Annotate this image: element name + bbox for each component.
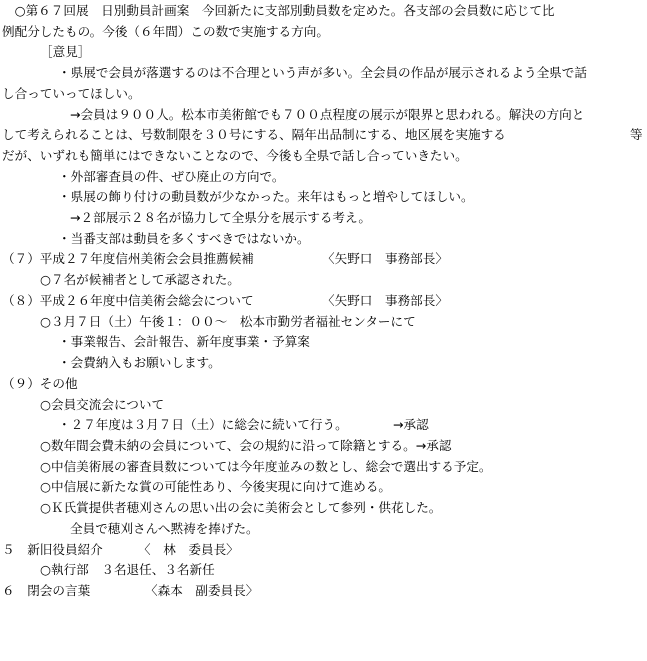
opinion-4: ・当番支部は動員を多くすべきではないか。 [58,231,310,246]
item-8-agenda: ・事業報告、会計報告、新年度事業・予算案 [58,334,310,349]
opinion-2-line [0,167,285,187]
opinion-1-cont: し合っていってほしい。 [2,86,141,101]
item-9-unpaid: ○数年間会費未納の会員について、会の規約に沿って除籍とする。→承認 [40,438,452,453]
item-9-silence: 全員で穂刈さんへ黙祷を捧げた。 [70,521,259,536]
opinion-3: ・県展の飾り付けの動員数が少なかった。来年はもっと増やしてほしい。 [58,189,474,204]
section-5-detail: ○執行部 ３名退任、３名新任 [40,562,215,577]
section-5-title: ５ 新旧役員紹介 [2,542,103,557]
answer-1-cont: して考えられることは、号数制限を３０号にする、隔年出品制にする、地区展を実施する [2,127,506,142]
item-9-unpaid-line [0,436,452,456]
opinion-1: ・県展で会員が落選するのは不合理という声が多い。全会員の作品が展示されるよう全県で話 [58,65,587,80]
item-8-date: ○３月７日（土）午後１：００～ 松本市勤労者福祉センターにて [40,314,416,329]
item-9-silence-line [0,519,259,539]
item-9-exchange-approval: →承認 [393,417,429,432]
item-9-exchange: ○会員交流会について [40,397,165,412]
answer-3: →２部展示２８名が協力して全県分を展示する考え。 [70,210,371,225]
item-9-judges-line [0,457,492,477]
item-9-memorial: ○Ｋ氏賞提供者穂刈さんの思い出の会に美術会として参列・供花した。 [40,500,442,515]
section-6-presenter: 〈森本 副委員長〉 [145,583,259,598]
item-8-fee-line [0,353,221,373]
opinions-label-line [0,42,91,62]
opinions-label: ［意見］ [40,44,91,59]
opinion-1-cont-line [0,84,141,104]
item-8-date-line [0,312,416,332]
answer-1-line [0,105,585,125]
section-5-presenter: 〈 林 委員長〉 [138,542,239,557]
item-8-title: （８）平成２６年度中信美術会総会について [2,293,254,308]
item-7-title: （７）平成２７年度信州美術会会員推薦候補 [2,251,254,266]
item-9-exchange-detail: ・２７年度は３月７日（土）に総会に続いて行う。 [58,417,348,432]
item-8-line [0,291,448,311]
plan-heading-cont-line [0,22,329,42]
answer-1-cont-line [0,125,643,145]
item-8-fee: ・会費納入もお願いします。 [58,355,221,370]
item-7-result: ○７名が候補者として承認された。 [40,272,240,287]
answer-1-tail: 等 [630,127,643,142]
item-9-exchange-line [0,395,165,415]
opinion-1-line [0,63,587,83]
item-9-award: ○中信展に新たな賞の可能性あり、今後実現に向けて進める。 [40,479,392,494]
opinion-3-line [0,187,474,207]
answer-1: →会員は９００人。松本市美術館でも７００点程度の展示が限界と思われる。解決の方向と [70,107,585,122]
item-8-reporter: 〈矢野口 事務部長〉 [322,293,448,308]
section-5-detail-line [0,560,215,580]
opinion-4-line [0,229,310,249]
item-7-result-line [0,270,240,290]
item-9-memorial-line [0,498,442,518]
section-5-line [0,540,239,560]
answer-3-line [0,208,371,228]
plan-heading-cont: 例配分したもの。今後（６年間）この数で実施する方向。 [2,24,329,39]
item-8-agenda-line [0,332,310,352]
section-6-line [0,581,259,601]
section-6-title: ６ 閉会の言葉 [2,583,91,598]
item-9-line [0,374,78,394]
item-9-award-line [0,477,392,497]
plan-heading-line [0,1,555,21]
answer-1-end-line [0,146,468,166]
answer-1-end: だが、いずれも簡単にはできないことなので、今後も全県で話し合っていきたい。 [2,148,468,163]
opinion-2: ・外部審査員の件、ぜひ廃止の方向で。 [58,169,285,184]
item-9-title: （９）その他 [2,376,78,391]
item-7-line [0,249,448,269]
item-7-reporter: 〈矢野口 事務部長〉 [322,251,448,266]
item-9-exchange-detail-line [0,415,429,435]
plan-heading: ○第６７回展 日別動員計画案 今回新たに支部別動員数を定めた。各支部の会員数に応じて比 [2,3,555,18]
item-9-judges: ○中信美術展の審査員数については今年度並みの数とし、総会で選出する予定。 [40,459,492,474]
